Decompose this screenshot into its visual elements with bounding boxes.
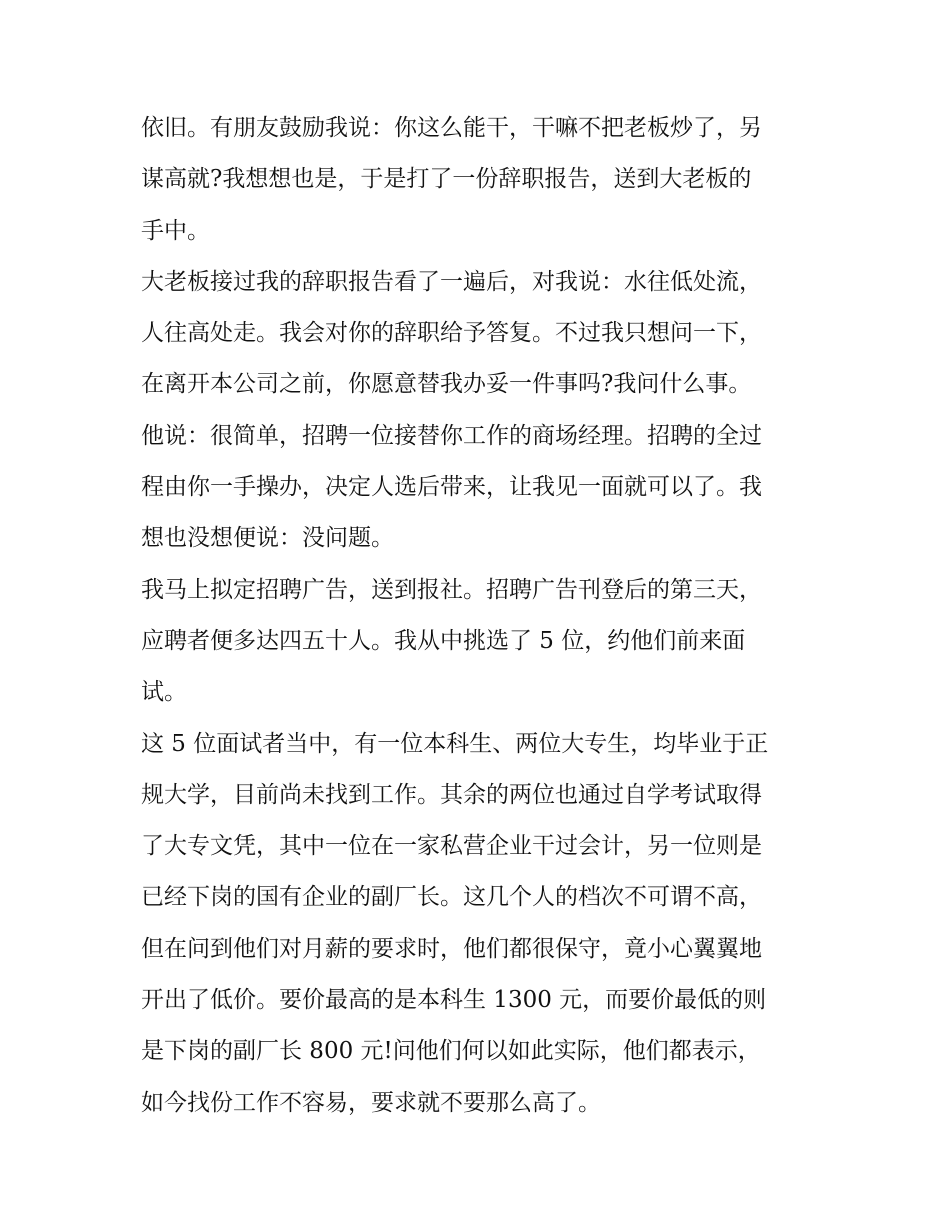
text-line: 规大学，目前尚未找到工作。其余的两位也通过自学考试取得 (141, 781, 762, 808)
text-line: 开出了低价。要价最高的是本科生 1300 元，而要价最低的则 (141, 987, 767, 1014)
text-line: 如今找份工作不容易，要求就不要那么高了。 (141, 1089, 601, 1116)
text-line: 人往高处走。我会对你的辞职给予答复。不过我只想问一下， (141, 320, 762, 347)
text-line: 这 5 位面试者当中，有一位本科生、两位大专生，均毕业于正 (141, 730, 769, 757)
text-line: 谋高就?我想想也是，于是打了一份辞职报告，送到大老板的 (141, 166, 752, 193)
text-line: 我马上拟定招聘广告，送到报社。招聘广告刊登后的第三天， (141, 576, 762, 603)
text-line: 手中。 (141, 217, 210, 244)
text-line: 是下岗的副厂长 800 元!问他们何以如此实际，他们都表示， (141, 1038, 761, 1065)
text-line: 但在问到他们对月薪的要求时，他们都很保守，竟小心翼翼地 (141, 935, 762, 962)
text-line: 想也没想便说：没问题。 (141, 525, 394, 552)
text-line: 应聘者便多达四五十人。我从中挑选了 5 位，约他们前来面 (141, 627, 746, 654)
body-text (141, 103, 821, 1129)
text-line: 了大专文凭，其中一位在一家私营企业干过会计，另一位则是 (141, 833, 762, 860)
text-line: 程由你一手操办，决定人选后带来，让我见一面就可以了。我 (141, 474, 762, 501)
text-line: 已经下岗的国有企业的副厂长。这几个人的档次不可谓不高， (141, 884, 762, 911)
text-line: 试。 (141, 679, 187, 706)
text-line: 大老板接过我的辞职报告看了一遍后，对我说：水往低处流， (141, 268, 762, 295)
text-line: 在离开本公司之前，你愿意替我办妥一件事吗?我问什么事。 (141, 371, 752, 398)
text-line: 他说：很简单，招聘一位接替你工作的商场经理。招聘的全过 (141, 422, 762, 449)
text-line: 依旧。有朋友鼓励我说：你这么能干，干嘛不把老板炒了，另 (141, 115, 762, 141)
